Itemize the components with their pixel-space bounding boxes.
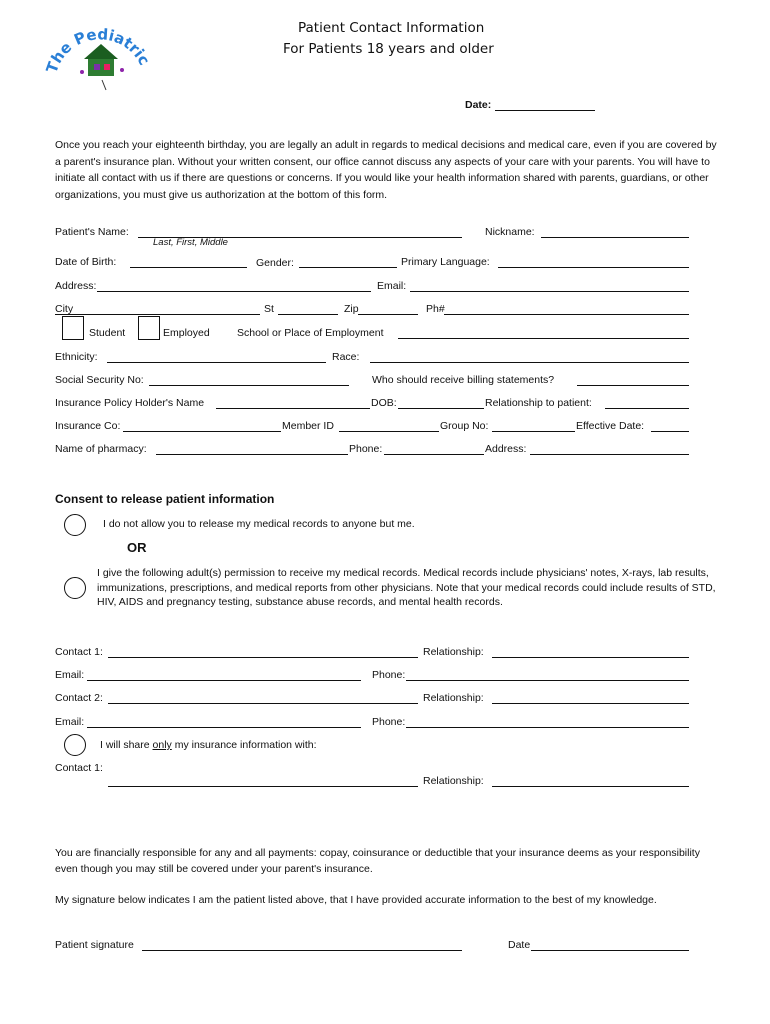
insurance-relationship-label: Relationship: [423, 775, 484, 787]
contact2-relationship-label: Relationship: [423, 692, 484, 704]
billing-field[interactable] [577, 385, 689, 386]
email-label: Email: [377, 280, 407, 292]
form-subtitle: For Patients 18 years and older [283, 41, 494, 57]
form-title: Patient Contact Information [298, 20, 485, 36]
billing-label: Who should receive billing statements? [372, 374, 555, 386]
insurance-share-radio[interactable] [64, 734, 86, 756]
patient-name-label: Patient's Name: [55, 226, 129, 238]
student-checkbox[interactable] [62, 316, 84, 340]
contact1-email-field[interactable] [87, 680, 361, 681]
release-label: I give the following adult(s) permission to receive my medical records. Medical records include physicians' notes, X-rays, lab results, immunizations, prescriptions, and medical reports from other physicians. Note that your medical records could include results of STD, HIV, AIDS and pregnancy testing, substance abuse records, and mental health records. [97, 567, 716, 608]
contact2-email-label: Email: [55, 716, 85, 728]
signature-date-label: Date [508, 939, 531, 951]
contact2-relationship-field[interactable] [492, 703, 689, 704]
intro-paragraph: Once you reach your eighteenth birthday, you are legally an adult in regards to medical decisions and medical care, even if you are covered by a parent's insurance plan. Without your written consent, our office cannot discuss any aspects of your care with your parents. You will have to initiate all contact with us if there are questions or concerns. If you would like your health information shared with parents, guardians, or other organizations, you must give us authorization at the bottom of this form. [55, 139, 717, 201]
policy-dob-label: DOB: [371, 397, 397, 409]
policy-dob-field[interactable] [398, 408, 484, 409]
zip-field[interactable] [358, 314, 418, 315]
ethnicity-label: Ethnicity: [55, 351, 98, 363]
nickname-field[interactable] [541, 237, 689, 238]
contact1-field[interactable] [108, 657, 418, 658]
signature-statement: My signature below indicates I am the patient listed above, that I have provided accurate information to the best of my knowledge. [55, 894, 657, 906]
primary-language-field[interactable] [498, 267, 689, 268]
group-no-label: Group No: [440, 420, 489, 432]
zip-label: Zip [344, 303, 359, 315]
contact2-label: Contact 2: [55, 692, 103, 704]
logo [44, 14, 154, 94]
pharmacy-address-label: Address: [485, 443, 527, 455]
address-field[interactable] [97, 291, 371, 292]
address-label: Address: [55, 280, 97, 292]
signature-label: Patient signature [55, 939, 134, 951]
race-field[interactable] [370, 362, 689, 363]
phone-field[interactable] [444, 314, 689, 315]
city-field[interactable] [55, 314, 260, 315]
logo-graphic [44, 14, 154, 94]
logo-text: The Pediatric [44, 25, 154, 76]
contact1-relationship-field[interactable] [492, 657, 689, 658]
insurance-share-pre: I will share [100, 739, 153, 751]
employed-label: Employed [163, 327, 210, 339]
insurance-share-label [100, 739, 317, 751]
ethnicity-field[interactable] [107, 362, 326, 363]
state-field[interactable] [278, 314, 338, 315]
insurance-contact-field[interactable] [108, 786, 418, 787]
signature-date-field[interactable] [531, 950, 689, 951]
contact1-phone-field[interactable] [406, 680, 689, 681]
consent-heading: Consent to release patient information [55, 492, 275, 506]
or-label: OR [127, 540, 147, 555]
relationship-to-patient-field[interactable] [605, 408, 689, 409]
no-release-radio[interactable] [64, 514, 86, 536]
gender-field[interactable] [299, 267, 397, 268]
no-release-label: I do not allow you to release my medical records to anyone but me. [103, 518, 415, 530]
insurance-co-field[interactable] [123, 431, 281, 432]
email-field[interactable] [410, 291, 689, 292]
pharmacy-address-field[interactable] [530, 454, 689, 455]
contact1-relationship-label: Relationship: [423, 646, 484, 658]
insurance-contact-label: Contact 1: [55, 762, 103, 774]
gender-label: Gender: [256, 257, 294, 269]
contact2-phone-field[interactable] [406, 727, 689, 728]
contact1-label: Contact 1: [55, 646, 103, 658]
city-label: City [55, 303, 74, 315]
contact2-email-field[interactable] [87, 727, 361, 728]
insurance-co-label: Insurance Co: [55, 420, 121, 432]
pharmacy-label: Name of pharmacy: [55, 443, 147, 455]
pharmacy-phone-field[interactable] [384, 454, 484, 455]
pharmacy-field[interactable] [156, 454, 348, 455]
contact1-email-label: Email: [55, 669, 85, 681]
insurance-share-post: my insurance information with: [171, 739, 317, 751]
dob-label: Date of Birth: [55, 256, 117, 268]
phone-label: Ph# [426, 303, 445, 315]
date-label: Date: [465, 99, 492, 111]
name-hint: Last, First, Middle [153, 237, 228, 248]
contact2-phone-label: Phone: [372, 716, 406, 728]
ssn-label: Social Security No: [55, 374, 144, 386]
release-radio[interactable] [64, 577, 86, 599]
primary-language-label: Primary Language: [401, 256, 490, 268]
group-no-field[interactable] [492, 431, 575, 432]
race-label: Race: [332, 351, 360, 363]
nickname-label: Nickname: [485, 226, 535, 238]
dob-field[interactable] [130, 267, 247, 268]
contact2-field[interactable] [108, 703, 418, 704]
student-label: Student [89, 327, 126, 339]
policy-holder-field[interactable] [216, 408, 370, 409]
contact1-phone-label: Phone: [372, 669, 406, 681]
school-label: School or Place of Employment [237, 327, 384, 339]
relationship-to-patient-label: Relationship to patient: [485, 397, 592, 409]
financial-statement: You are financially responsible for any and all payments: copay, coinsurance or deductible that your insurance deems as your responsibility even though you may still be covered under your parent's insurance. [55, 847, 700, 875]
member-id-field[interactable] [339, 431, 439, 432]
effective-date-label: Effective Date: [576, 420, 645, 432]
date-field[interactable] [495, 110, 595, 111]
insurance-share-only: only [152, 739, 172, 751]
effective-date-field[interactable] [651, 431, 689, 432]
employed-checkbox[interactable] [138, 316, 160, 340]
school-field[interactable] [398, 338, 689, 339]
ssn-field[interactable] [149, 385, 349, 386]
pharmacy-phone-label: Phone: [349, 443, 383, 455]
state-label: St [264, 303, 274, 315]
policy-holder-label: Insurance Policy Holder's Name [55, 397, 205, 409]
signature-field[interactable] [142, 950, 462, 951]
member-id-label: Member ID [282, 420, 334, 432]
insurance-relationship-field[interactable] [492, 786, 689, 787]
